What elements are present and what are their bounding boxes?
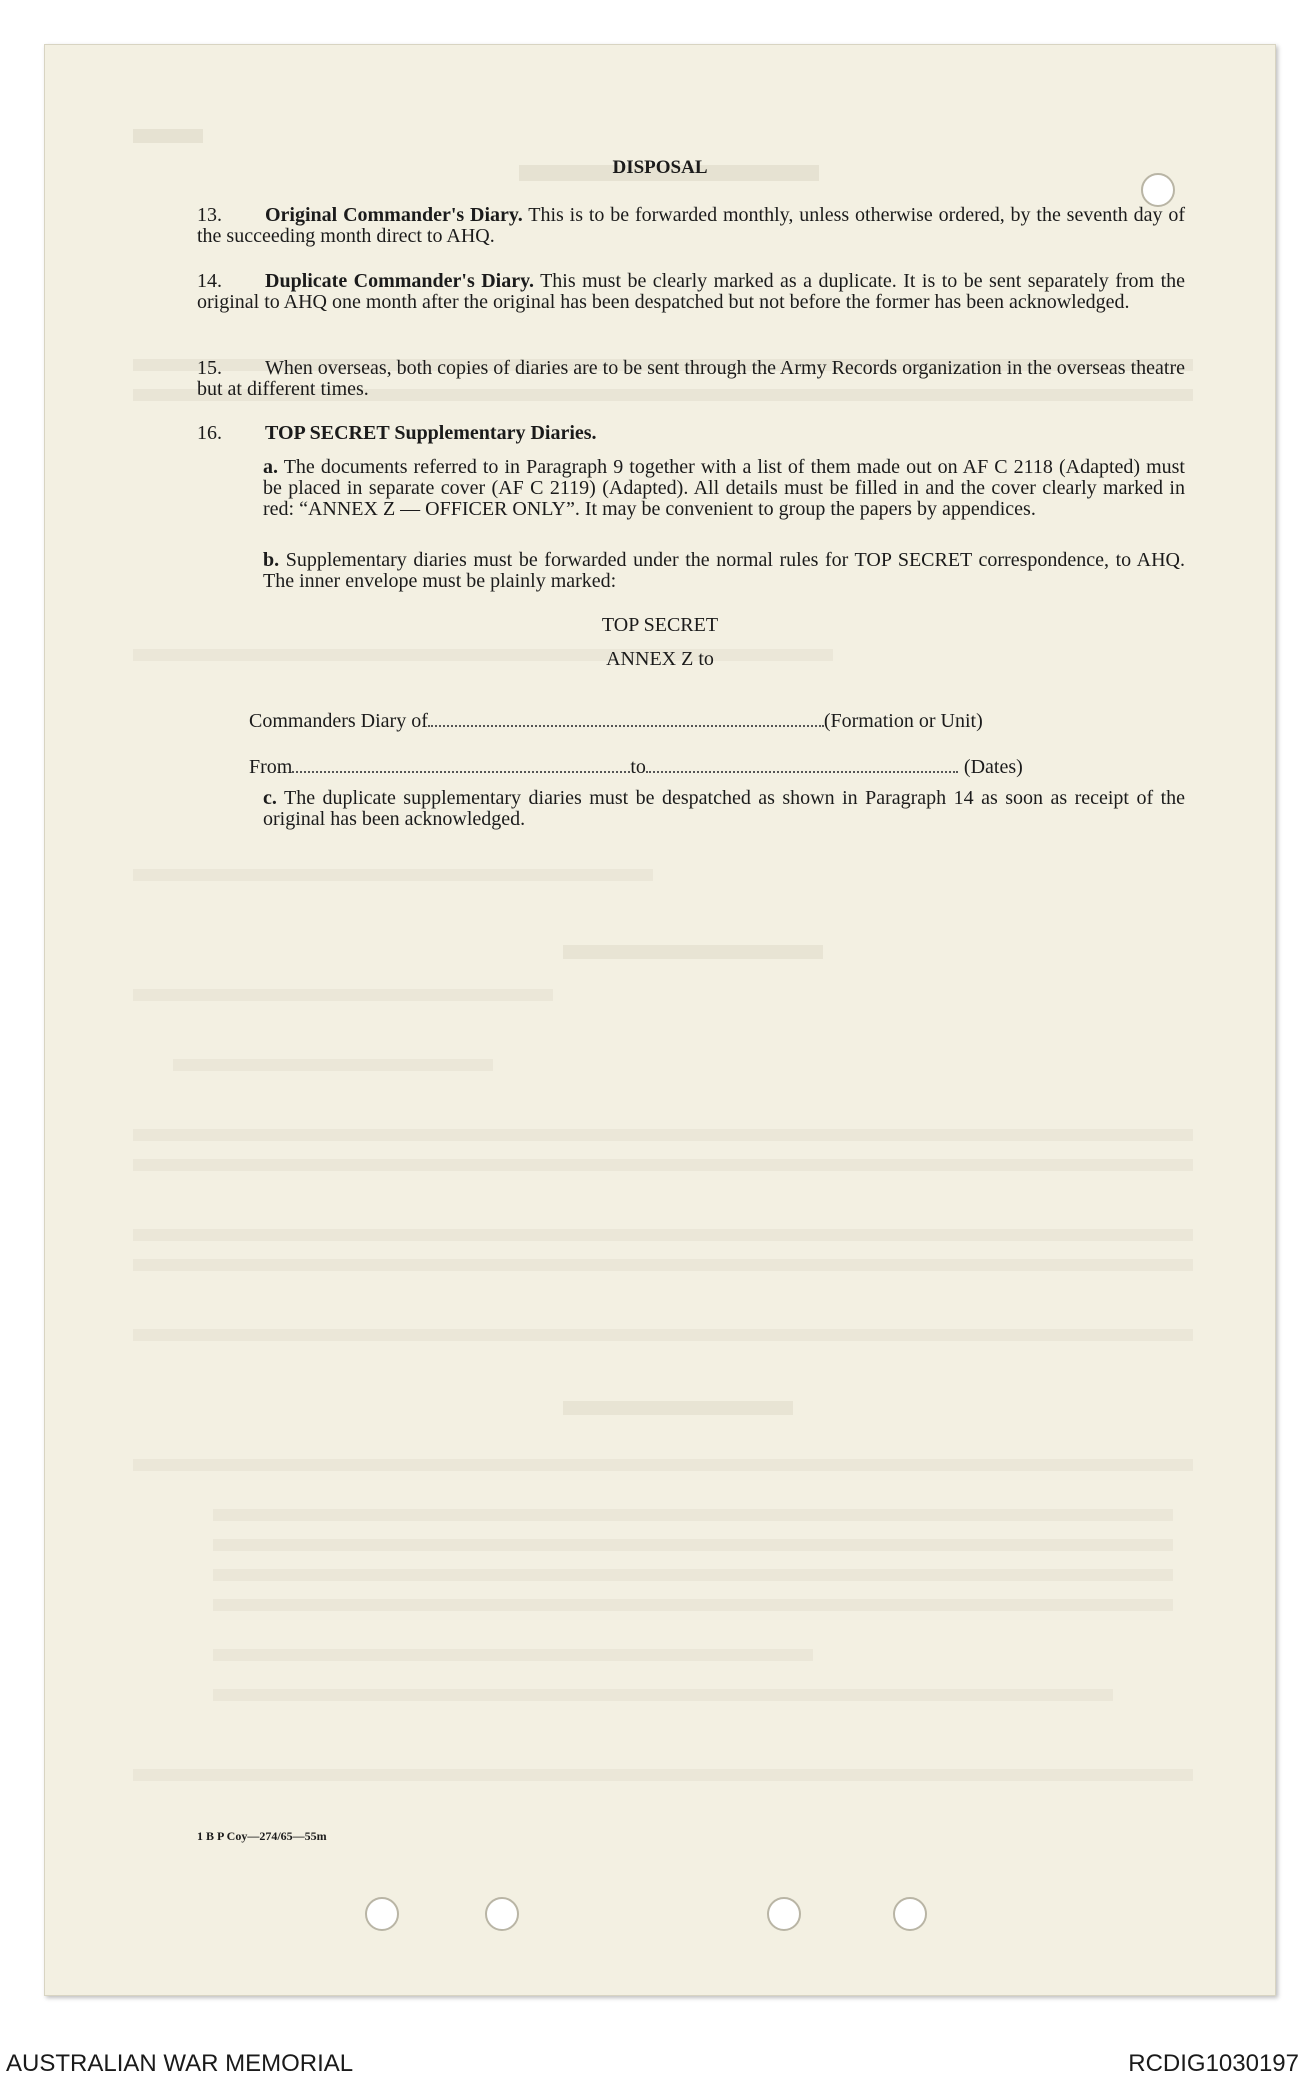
from-label: From <box>249 756 293 778</box>
punch-hole <box>365 1897 399 1931</box>
paragraph-text: When overseas, both copies of diaries are to be sent through the Army Records organization in the overseas theatre but at different times. <box>197 357 1185 400</box>
paragraph-heading: TOP SECRET Supplementary Diaries. <box>265 422 597 444</box>
marking-top-secret: TOP SECRET <box>601 614 719 636</box>
subparagraph-b <box>263 550 1185 592</box>
paragraph-text: This is to be forwarded monthly, unless otherwise ordered, by the seventh day of the succeeding month direct to AHQ. <box>197 204 1185 247</box>
marking-annex-z: ANNEX Z to <box>606 648 714 670</box>
diary-suffix: (Formation or Unit) <box>823 710 983 732</box>
from-fill-line <box>292 757 630 773</box>
subparagraph-a <box>263 457 1185 520</box>
form-line-diary <box>249 710 983 733</box>
dates-suffix: (Dates) <box>963 756 1023 778</box>
to-fill-line <box>646 757 958 773</box>
document-page <box>44 44 1276 1996</box>
printer-code: 1 B P Coy—274/65—55m <box>197 1829 327 1843</box>
to-label: to <box>630 756 646 778</box>
paragraph-heading: Original Commander's Diary. <box>265 204 523 226</box>
paragraph-number: 16. <box>197 422 222 444</box>
subparagraph-letter: c. <box>263 787 277 809</box>
paragraph-14 <box>197 271 1185 313</box>
subparagraph-letter: a. <box>263 456 278 478</box>
paragraph-heading: Duplicate Commander's Diary. <box>265 270 534 292</box>
paragraph-13 <box>197 205 1185 247</box>
paragraph-number: 15. <box>197 357 222 379</box>
formation-fill-line <box>428 711 824 727</box>
subparagraph-c <box>263 788 1185 830</box>
subparagraph-text: The duplicate supplementary diaries must be despatched as shown in Paragraph 14 as soon as receipt of the original has been acknowledged. <box>263 787 1185 830</box>
subparagraph-letter: b. <box>263 549 280 571</box>
footer-archive-name: AUSTRALIAN WAR MEMORIAL <box>6 2050 354 2077</box>
paragraph-number: 13. <box>197 204 222 226</box>
document-title: DISPOSAL <box>612 157 708 178</box>
form-line-dates <box>249 756 1023 779</box>
subparagraph-text: The documents referred to in Paragraph 9 together with a list of them made out on AF C 2118 (Adapted) must be placed in separate cover (AF C 2119) (Adapted). All details must be filled in and the cover clearly marked in red: “ANNEX Z — OFFICER ONLY”. It may be convenient to group the papers by appendices. <box>263 456 1185 520</box>
diary-label: Commanders Diary of <box>249 710 428 732</box>
paragraph-number: 14. <box>197 270 222 292</box>
punch-hole <box>485 1897 519 1931</box>
paragraph-15 <box>197 358 1185 400</box>
paragraph-text: This must be clearly marked as a duplicate. It is to be sent separately from the original to AHQ one month after the original has been despatched but not before the former has been acknowledged. <box>197 270 1185 313</box>
paragraph-16 <box>197 423 1185 444</box>
footer-record-id: RCDIG1030197 <box>1128 2050 1299 2077</box>
punch-hole <box>893 1897 927 1931</box>
subparagraph-text: Supplementary diaries must be forwarded under the normal rules for TOP SECRET correspondence, to AHQ. The inner envelope must be plainly marked: <box>263 549 1185 592</box>
punch-hole <box>767 1897 801 1931</box>
